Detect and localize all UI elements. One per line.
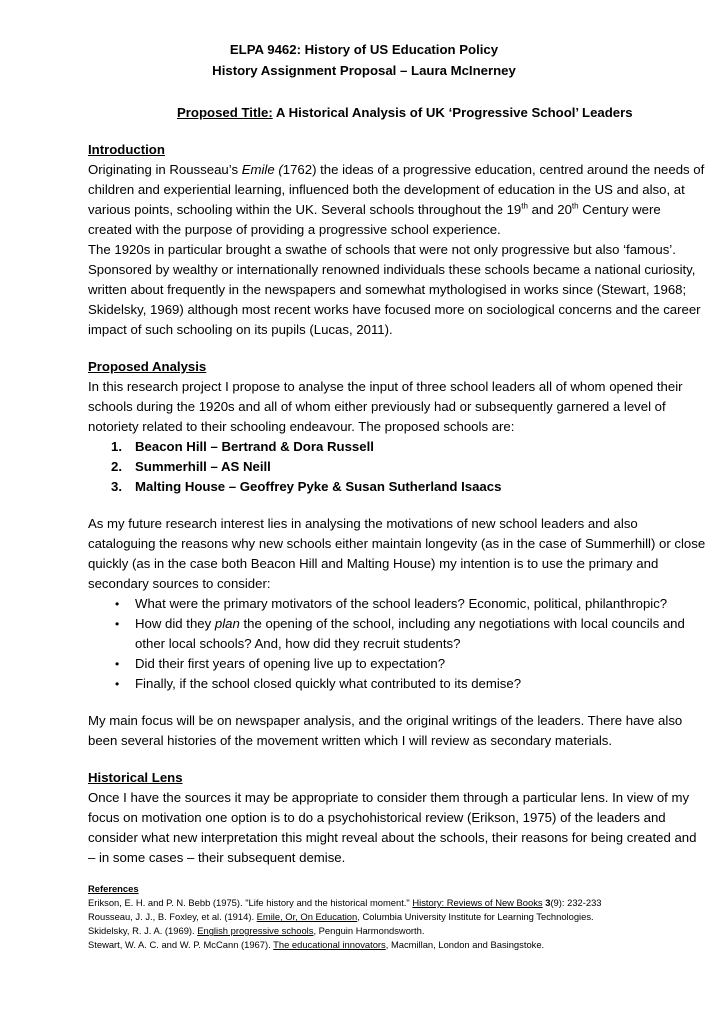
proposed-title-label: Proposed Title:	[177, 105, 273, 120]
lens-line: focus on motivation one option is to do a psychohistorical review (Erikson, 1975) of the leaders and	[88, 810, 666, 825]
lens-line: – in some cases – their subsequent demise.	[88, 850, 346, 865]
intro-line: Sponsored by wealthy or internationally renowned individuals these schools became a national curiosity,	[88, 262, 696, 277]
intro-line: The 1920s in particular brought a swathe of schools that were not only progressive but also ‘famous’.	[88, 242, 676, 257]
bullet-icon: •	[115, 617, 120, 631]
bullet-icon: •	[115, 677, 120, 691]
introduction-heading: Introduction	[88, 142, 165, 157]
assignment-title: History Assignment Proposal – Laura McInerney	[212, 63, 516, 78]
proposed-title-text: A Historical Analysis of UK ‘Progressive School’ Leaders	[272, 105, 633, 120]
bullet-icon: •	[115, 657, 120, 671]
school-item: Malting House – Geoffrey Pyke & Susan Sutherland Isaacs	[135, 479, 502, 494]
question-item: Did their first years of opening live up to expectation?	[135, 656, 446, 671]
question-item-continued: other local schools? And, how did they recruit students?	[135, 636, 461, 651]
analysis-line: My main focus will be on newspaper analysis, and the original writings of the leaders. There have also	[88, 713, 683, 728]
intro-line: written about frequently in the newspapers and somewhat mythologised in works since (Stewart, 1968;	[88, 282, 687, 297]
analysis-line: secondary sources to consider:	[88, 576, 271, 591]
analysis-line: quickly (as in the case both Beacon Hill and Malting House) my intention is to use the primary and	[88, 556, 659, 571]
intro-line: Skidelsky, 1969) although most recent works have focused more on sociological concerns and the career	[88, 302, 701, 317]
lens-line: Once I have the sources it may be appropriate to consider them through a particular lens. In view of my	[88, 790, 690, 805]
reference-entry: Stewart, W. A. C. and W. P. McCann (1967). The educational innovators, Macmillan, London and Basingstoke.	[88, 939, 545, 950]
analysis-line: schools during the 1920s and all of whom either previously had or subsequently garnered a level of	[88, 399, 666, 414]
intro-line: impact of such schooling on its pupils (Lucas, 2011).	[88, 322, 393, 337]
school-number: 3.	[111, 479, 122, 494]
intro-line: children and experiential learning, influenced both the development of education in the US and also, at	[88, 182, 685, 197]
course-title: ELPA 9462: History of US Education Policy	[229, 42, 499, 57]
analysis-heading: Proposed Analysis	[88, 359, 207, 374]
question-item: What were the primary motivators of the school leaders? Economic, political, philanthropic?	[135, 596, 668, 611]
analysis-line: cataloguing the reasons why new schools either maintain longevity (as in the case of Summerhill) or close	[88, 536, 706, 551]
lens-line: consider what new interpretation this might reveal about the schools, their reasons for being created and	[88, 830, 697, 845]
intro-line: various points, schooling within the UK. Several schools throughout the 19th and 20th Century were	[88, 201, 661, 217]
school-number: 2.	[111, 459, 122, 474]
intro-line: Originating in Rousseau’s Emile (1762) the ideas of a progressive education, centred around the needs of	[88, 162, 705, 177]
references-heading: References	[88, 883, 139, 894]
question-item: How did they plan the opening of the school, including any negotiations with local councils and	[135, 616, 685, 631]
reference-entry: Erikson, E. H. and P. N. Bebb (1975). "Life history and the historical moment." History: Reviews of New Books 3(9): 232-233	[88, 897, 602, 908]
school-item: Beacon Hill – Bertrand & Dora Russell	[135, 439, 374, 454]
analysis-line: As my future research interest lies in analysing the motivations of new school leaders and also	[88, 516, 638, 531]
intro-line: created with the purpose of providing a progressive school experience.	[88, 222, 501, 237]
analysis-line: been several histories of the movement written which I will review as secondary materials.	[88, 733, 613, 748]
school-item: Summerhill – AS Neill	[135, 459, 271, 474]
proposed-title	[177, 105, 633, 121]
school-number: 1.	[111, 439, 122, 454]
analysis-line: notoriety related to their schooling endeavour. The proposed schools are:	[88, 419, 515, 434]
reference-entry: Skidelsky, R. J. A. (1969). English progressive schools, Penguin Harmondsworth.	[88, 925, 425, 936]
reference-entry: Rousseau, J. J., B. Foxley, et al. (1914). Emile, Or, On Education, Columbia University Institute for Learning Technologies.	[88, 911, 594, 922]
bullet-icon: •	[115, 597, 120, 611]
lens-heading: Historical Lens	[88, 770, 183, 785]
analysis-line: In this research project I propose to analyse the input of three school leaders all of whom opened their	[88, 379, 683, 394]
question-item: Finally, if the school closed quickly what contributed to its demise?	[135, 676, 522, 691]
